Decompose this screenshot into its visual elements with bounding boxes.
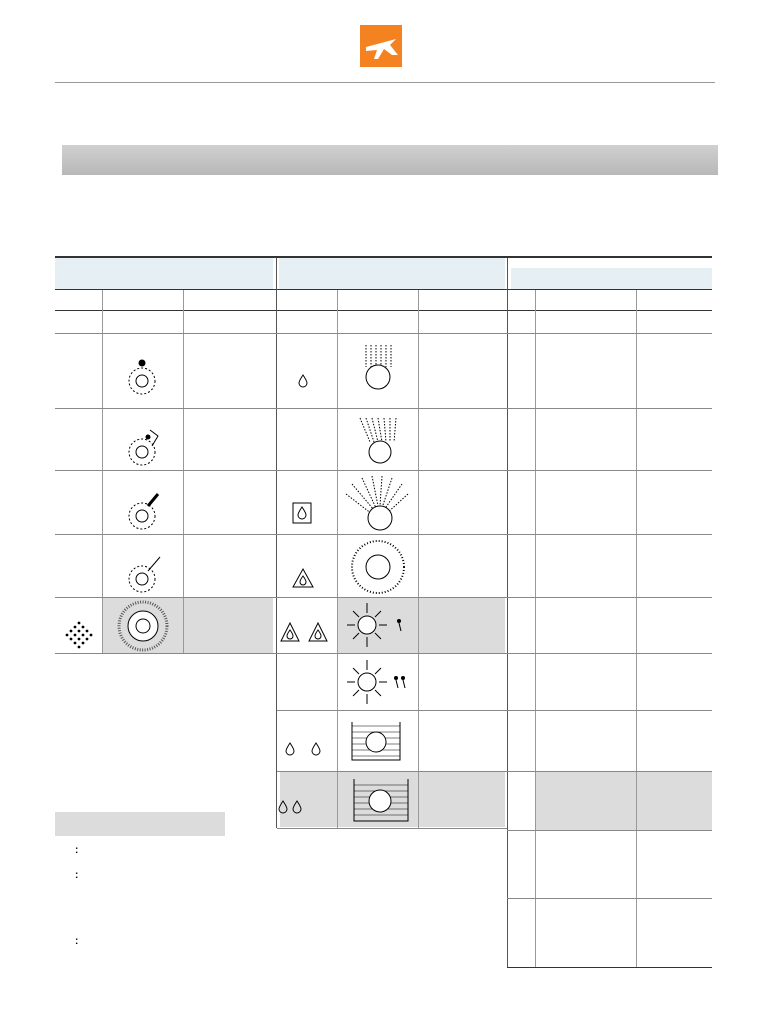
hline [507, 898, 712, 899]
hline [507, 534, 712, 535]
example-box [55, 812, 225, 836]
hline [507, 967, 712, 968]
hline [507, 597, 712, 598]
hline [507, 333, 712, 334]
angled-drip-15-icon [350, 412, 410, 467]
header-rule-2 [55, 310, 712, 311]
hline [277, 771, 507, 772]
mech-header-bg [511, 268, 712, 289]
hline [507, 771, 712, 772]
hline [55, 333, 507, 334]
two-drops-icon [284, 742, 324, 756]
colon: : [75, 936, 79, 947]
vline [535, 290, 536, 968]
colon: : [75, 870, 79, 881]
solid-header-bg [55, 258, 273, 289]
heavy-seas-icon [343, 658, 413, 708]
hline [507, 710, 712, 711]
dust-diamond-icon [64, 620, 94, 650]
hline [277, 710, 507, 711]
immersion-tank-icon [348, 718, 408, 763]
hline [55, 597, 507, 598]
vline [183, 290, 184, 654]
vline [337, 290, 338, 828]
jet-sun-icon [343, 601, 413, 651]
finger-probe-icon [122, 428, 162, 468]
rain-60-icon [342, 474, 412, 534]
hline [277, 828, 507, 829]
vline [102, 290, 103, 654]
logo [360, 25, 402, 67]
vline [276, 258, 277, 828]
hline [507, 830, 712, 831]
drop-icon [298, 374, 308, 388]
liquid-header-bg [279, 258, 505, 289]
header-rule [55, 82, 715, 83]
shade-mech-08 [536, 772, 712, 830]
title-bar [62, 145, 718, 175]
plane-icon [360, 25, 402, 67]
hline [55, 470, 507, 471]
two-drops-8-icon [277, 800, 305, 814]
vline [636, 290, 637, 968]
hline [55, 534, 507, 535]
jet-triangles-icon [280, 622, 330, 644]
wire-probe-icon [122, 555, 162, 595]
vline [418, 290, 419, 828]
ball-50mm-icon [122, 357, 162, 397]
vline [507, 258, 508, 968]
drop-triangle-icon [292, 568, 314, 588]
header-rule-1 [55, 289, 712, 290]
prolonged-immersion-icon [350, 775, 414, 825]
hline [55, 408, 507, 409]
hline [507, 470, 712, 471]
tool-probe-icon [122, 492, 162, 532]
hline [507, 408, 712, 409]
vertical-drip-icon [358, 343, 398, 403]
colon: : [75, 845, 79, 856]
splash-all-icon [348, 537, 408, 597]
hline [55, 653, 507, 654]
hline [507, 653, 712, 654]
dust-chamber-icon [113, 599, 173, 653]
drop-box-icon [292, 502, 312, 524]
